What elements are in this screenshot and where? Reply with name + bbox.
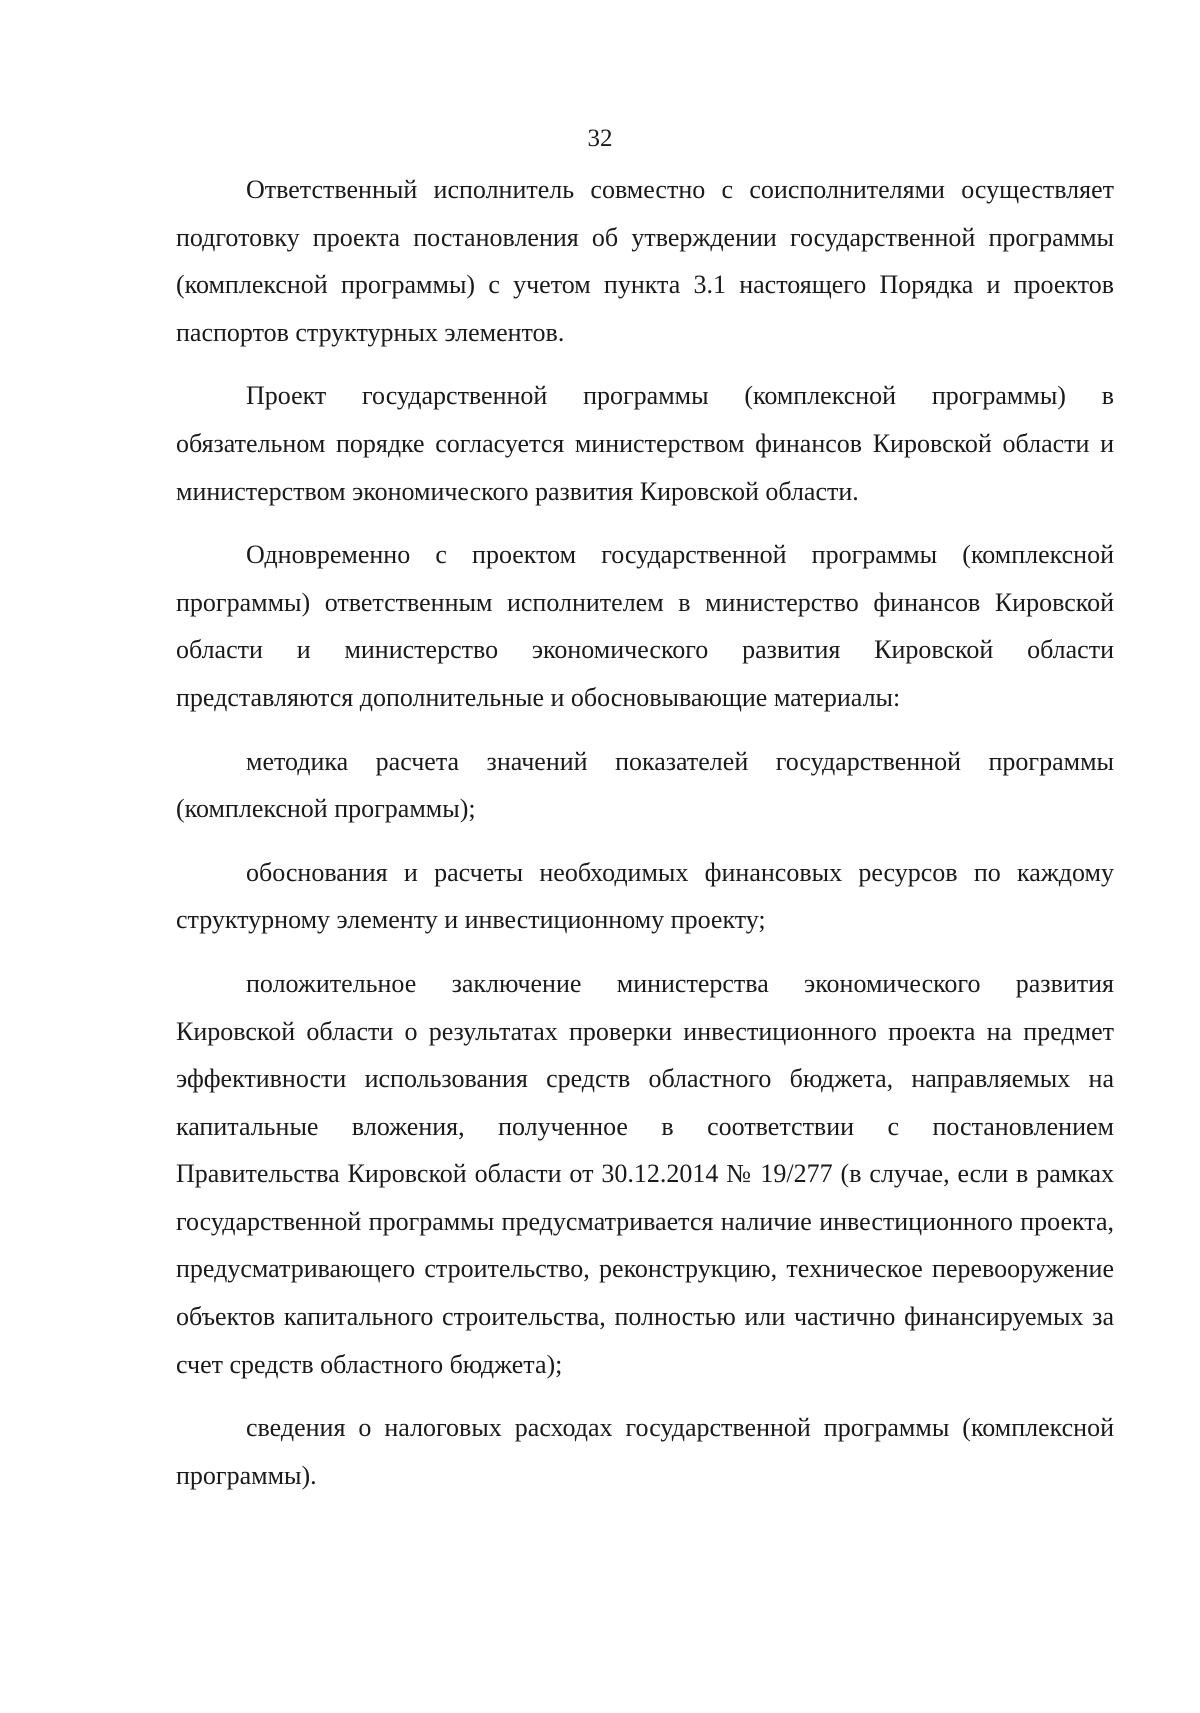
page-number: 32 [587, 125, 613, 152]
list-item-positive-conclusion: положительное заключение министерства экономического развития Кировской области о результатах проверки инвестиционного проекта на предмет эффективности использования средств областного бюджета, направляемых на капитальные вложения, полученное в соответствии с постановлением Правительства Кировской области от 30.12.2014 № 19/277 (в случае, если в рамках государственной программы предусматривается наличие инвестиционного проекта, предусматривающего строительство, реконструкцию, техническое перевооружение объектов капитального строительства, полностью или частично финансируемых за счет средств областного бюджета); [176, 968, 1114, 1379]
paragraph-project-approval: Проект государственной программы (комплексной программы) в обязательном порядке согласуется министерством финансов Кировской области и министерством экономического развития Кировской области. [176, 381, 1114, 506]
paragraph-additional-materials: Одновременно с проектом государственной программы (комплексной программы) ответственным исполнителем в министерство финансов Кировской области и министерство экономического развития Кировской области представляются дополнительные и обосновывающие материалы: [176, 540, 1114, 712]
list-item-tax-expenditures: сведения о налоговых расходах государственной программы (комплексной программы). [176, 1413, 1114, 1490]
paragraph-responsible-executor: Ответственный исполнитель совместно с соисполнителями осуществляет подготовку проекта постановления об утверждении государственной программы (комплексной программы) с учетом пункта 3.1 настоящего Порядка и проектов паспортов структурных элементов. [176, 175, 1114, 347]
document-body [176, 166, 1114, 1499]
list-item-methodology: методика расчета значений показателей государственной программы (комплексной программы); [176, 746, 1114, 824]
list-item-financial-justification: обоснования и расчеты необходимых финансовых ресурсов по каждому структурному элементу и инвестиционному проекту; [176, 857, 1114, 935]
